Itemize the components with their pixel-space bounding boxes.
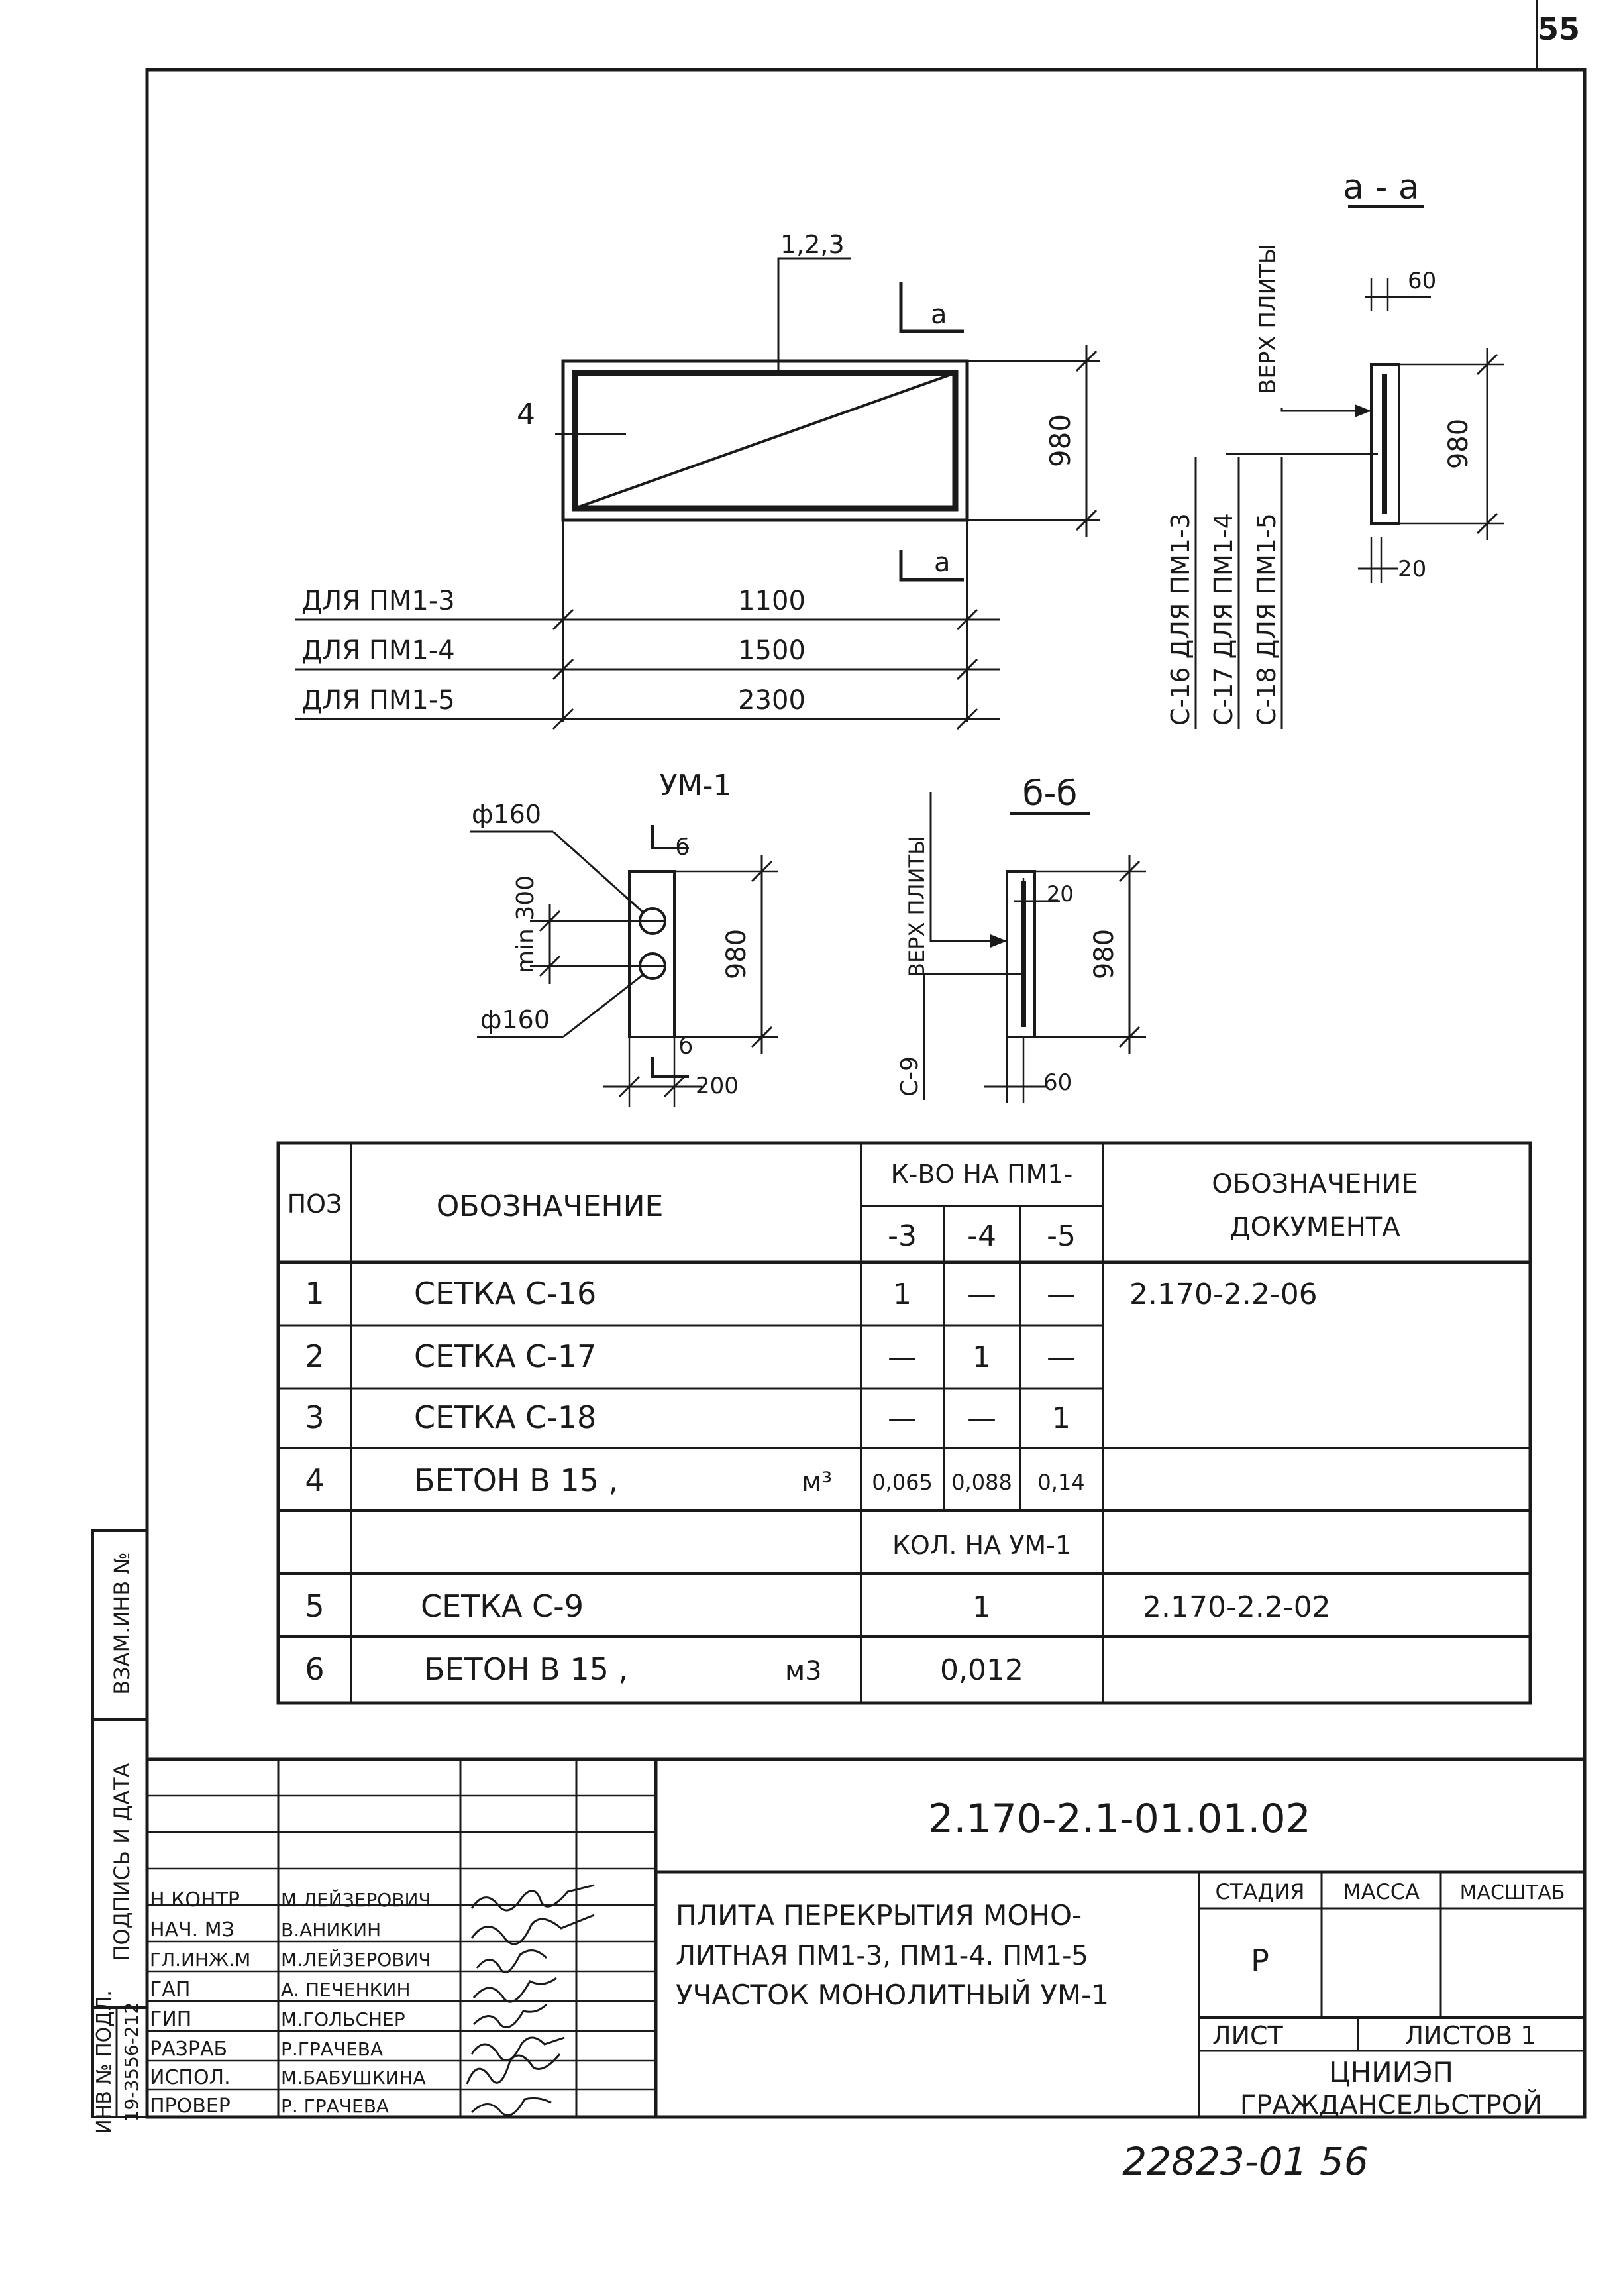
row3-q3: —	[888, 1401, 917, 1435]
um1-width-dim: 200	[696, 1073, 739, 1099]
length-row-label-2: ДЛЯ ПМ1-4	[301, 635, 455, 666]
length-row-label-3: ДЛЯ ПМ1-5	[301, 685, 455, 716]
section-mark-bottom	[901, 550, 964, 580]
role-4: ГАП	[150, 1978, 191, 2001]
name-8: Р. ГРАЧЕВА	[281, 2095, 390, 2117]
plan-view	[295, 230, 1100, 729]
section-aa-mesh-note-2: С-17 ДЛЯ ПМ1-4	[1209, 513, 1238, 726]
mesh-diagonal	[575, 373, 955, 508]
section-mark-bottom-label: а	[934, 547, 951, 578]
role-6: РАЗРАБ	[150, 2038, 228, 2061]
row5-qty: 1	[972, 1590, 991, 1624]
section-bb-title: б-б	[1022, 774, 1078, 814]
um1-min-spacing: min 300	[512, 875, 539, 974]
section-bb-dim-top: 20	[1047, 881, 1074, 906]
row2-name: СЕТКА С-17	[414, 1339, 597, 1374]
row4-q3: 0,065	[872, 1470, 933, 1495]
row1-name: СЕТКА С-16	[414, 1276, 597, 1311]
row1-doc: 2.170-2.2-06	[1129, 1278, 1318, 1311]
length-row-value-3: 2300	[738, 685, 806, 716]
section-bb-dim-bottom: 60	[1043, 1069, 1072, 1096]
section-aa-dim-height: 980	[1443, 418, 1474, 470]
name-7: М.БАБУШКИНА	[281, 2067, 426, 2089]
qty-subheader-5: -5	[1047, 1219, 1076, 1253]
signature-7	[467, 2054, 560, 2084]
spec-table	[278, 1143, 1530, 1703]
row4-q4: 0,088	[951, 1470, 1012, 1495]
row5-name: СЕТКА С-9	[421, 1588, 584, 1624]
section-bb-top-label: ВЕРХ ПЛИТЫ	[904, 836, 929, 977]
signature-6	[472, 2038, 564, 2061]
section-bb	[896, 774, 1146, 1103]
header-doc-line2: ДОКУМЕНТА	[1229, 1212, 1400, 1242]
scale-label: МАСШТАБ	[1459, 1881, 1565, 1904]
row4-name: БЕТОН В 15 ,	[414, 1462, 619, 1498]
um1-hole-bottom-label: ф160	[480, 1005, 550, 1034]
name-1: М.ЛЕЙЗЕРОВИЧ	[281, 1889, 431, 1911]
name-4: А. ПЕЧЕНКИН	[281, 1979, 411, 2000]
length-row-label-1: ДЛЯ ПМ1-3	[301, 586, 455, 616]
header-pos: ПОЗ	[287, 1189, 342, 1219]
signature-4	[474, 1978, 556, 2002]
mass-label: МАССА	[1342, 1879, 1420, 1904]
row1-q3: 1	[893, 1278, 912, 1311]
header-designation: ОБОЗНАЧЕНИЕ	[436, 1189, 664, 1223]
role-3: ГЛ.ИНЖ.М	[150, 1949, 251, 1971]
sign-date-label: ПОДПИСЬ И ДАТА	[109, 1763, 134, 1961]
length-row-value-2: 1500	[738, 635, 806, 666]
length-row-value-1: 1100	[738, 586, 806, 616]
um1-height-dim: 980	[721, 928, 752, 980]
row2-q3: —	[888, 1340, 917, 1374]
header-qty: К-ВО НА ПМ1-	[890, 1160, 1073, 1189]
section-bb-dim-height: 980	[1089, 928, 1120, 980]
name-5: М.ГОЛЬСНЕР	[281, 2008, 405, 2030]
header-doc-line1: ОБОЗНАЧЕНИЕ	[1212, 1169, 1418, 1199]
stage-label: СТАДИЯ	[1215, 1879, 1305, 1904]
row2-q5: —	[1047, 1340, 1076, 1374]
leader-label: 1,2,3	[780, 230, 845, 259]
um1-hole-top-label: ф160	[472, 800, 542, 829]
um-header: КОЛ. НА УМ-1	[892, 1531, 1072, 1560]
um1-section-mark-top: б	[676, 834, 690, 861]
section-aa-title: а - а	[1343, 168, 1420, 207]
side-stamp	[93, 1531, 147, 2134]
name-2: В.АНИКИН	[281, 1919, 382, 1941]
title-line-3: УЧАСТОК МОНОЛИТНЫЙ УМ-1	[676, 1979, 1110, 2011]
name-3: М.ЛЕЙЗЕРОВИЧ	[281, 1949, 431, 1971]
inv-original-value: 19-3556-212	[121, 2002, 142, 2122]
row4-pos: 4	[305, 1462, 325, 1498]
title-block	[147, 1759, 1585, 2120]
row6-name: БЕТОН В 15 ,	[424, 1651, 629, 1687]
position-label: 4	[517, 398, 535, 431]
signature-3	[477, 1951, 547, 1973]
qty-subheader-4: -4	[967, 1219, 996, 1253]
replace-inv-label: ВЗАМ.ИНВ №	[109, 1552, 134, 1695]
qty-subheader-3: -3	[888, 1219, 917, 1253]
role-5: ГИП	[150, 2008, 192, 2031]
sheet-corner-number: 55	[1537, 11, 1580, 47]
section-aa-top-label: ВЕРХ ПЛИТЫ	[1255, 244, 1281, 394]
plan-width-dim: 980	[1044, 413, 1076, 468]
stage-value: Р	[1251, 1943, 1269, 1979]
sheet-frame	[147, 0, 1585, 2117]
sheets-label: ЛИСТОВ 1	[1404, 2021, 1537, 2050]
row3-pos: 3	[305, 1399, 325, 1435]
inv-original-label: ИНВ № ПОДЛ.	[93, 1990, 116, 2134]
role-7: ИСПОЛ.	[150, 2066, 231, 2089]
section-bb-mesh-label: С-9	[896, 1056, 923, 1097]
org-line-1: ЦНИИЭП	[1329, 2056, 1453, 2089]
row1-q4: —	[967, 1278, 996, 1311]
role-2: НАЧ. МЗ	[150, 1918, 235, 1941]
um1-title: УМ-1	[659, 769, 732, 802]
row3-name: СЕТКА С-18	[414, 1399, 597, 1435]
row3-q5: 1	[1052, 1401, 1071, 1435]
row6-pos: 6	[305, 1651, 325, 1687]
title-line-1: ПЛИТА ПЕРЕКРЫТИЯ МОНО-	[676, 1899, 1082, 1932]
section-aa-dim-bottom: 20	[1398, 556, 1427, 582]
row3-q4: —	[967, 1401, 996, 1435]
sheet-label: ЛИСТ	[1212, 2021, 1283, 2050]
row4-q5: 0,14	[1037, 1470, 1085, 1495]
leader-1-2-3	[778, 258, 851, 373]
row5-doc: 2.170-2.2-02	[1143, 1590, 1331, 1624]
um1-view	[470, 769, 778, 1107]
row2-q4: 1	[972, 1340, 991, 1374]
row1-pos: 1	[305, 1276, 325, 1311]
archive-number: 22823-01 56	[1122, 2139, 1369, 2184]
section-aa-mesh-note-3: С-18 ДЛЯ ПМ1-5	[1252, 513, 1281, 726]
row4-unit: м³	[802, 1467, 833, 1498]
role-1: Н.КОНТР.	[150, 1888, 246, 1912]
role-8: ПРОВЕР	[150, 2095, 231, 2118]
row1-q5: —	[1047, 1278, 1076, 1311]
row5-pos: 5	[305, 1588, 325, 1624]
org-line-2: ГРАЖДАНСЕЛЬСТРОЙ	[1239, 2090, 1543, 2120]
title-line-2: ЛИТНАЯ ПМ1-3, ПМ1-4. ПМ1-5	[676, 1941, 1089, 1971]
row6-unit: м3	[785, 1656, 822, 1686]
doc-code: 2.170-2.1-01.01.02	[928, 1796, 1311, 1842]
section-mark-top-label: а	[931, 300, 947, 330]
section-aa-dim-top: 60	[1408, 268, 1437, 294]
um1-section-mark-bottom: б	[679, 1033, 693, 1060]
section-aa	[1166, 168, 1504, 729]
signature-5	[474, 2004, 547, 2028]
signature-8	[472, 2098, 551, 2115]
name-6: Р.ГРАЧЕВА	[281, 2038, 384, 2060]
section-aa-mesh-note-1: С-16 ДЛЯ ПМ1-3	[1166, 513, 1195, 726]
row2-pos: 2	[305, 1339, 325, 1374]
row6-qty: 0,012	[940, 1653, 1023, 1687]
